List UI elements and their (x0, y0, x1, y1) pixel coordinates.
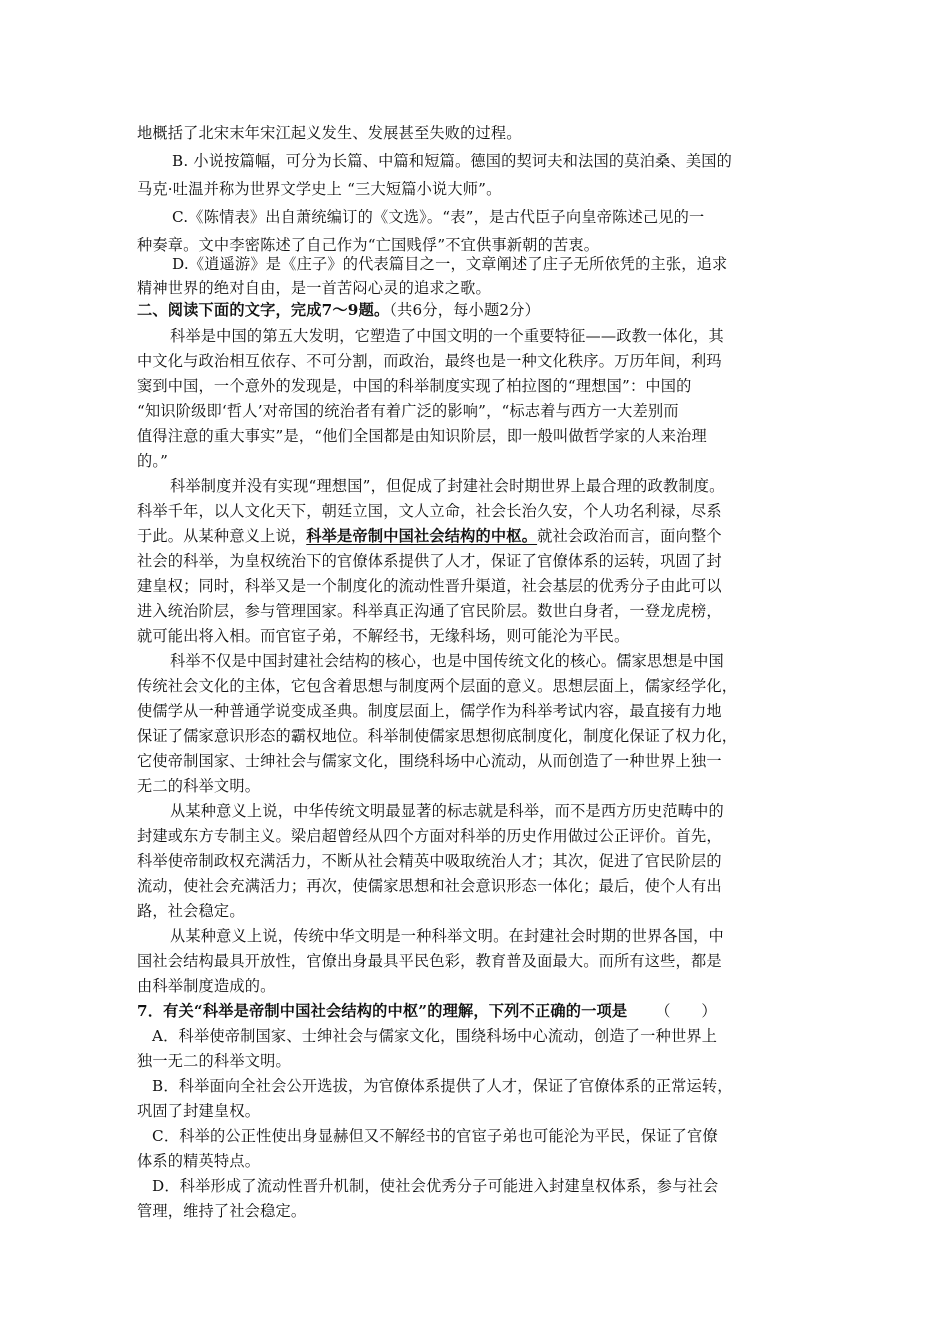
text-line: 从某种意义上说，传统中华文明是一种科举文明。在封建社会时期的世界各国，中 (170, 927, 724, 945)
text-line: 科举是中国的第五大发明，它塑造了中国文明的一个重要特征——政教一体化，其 (170, 327, 724, 345)
option-a-line: 独一无二的科举文明。 (137, 1052, 291, 1070)
text-line-with-key-phrase (137, 525, 722, 547)
text-line: 种奏章。文中李密陈述了自己作为“亡国贱俘”不宜供事新朝的苦衷。 (137, 236, 600, 254)
text-line: D.《逍遥游》是《庄子》的代表篇目之一，文章阐述了庄子无所依凭的主张，追求 (172, 255, 728, 273)
text-line: 科举制度并没有实现“理想国”，但促成了封建社会时期世界上最合理的政教制度。 (170, 477, 725, 495)
text-line: 窦到中国，一个意外的发现是，中国的科举制度实现了柏拉图的“理想国”：中国的 (137, 377, 692, 395)
text-line: 就可能出将入相。而官宦子弟，不解经书，无缘科场，则可能沦为平民。 (137, 627, 630, 645)
question-line (137, 1000, 717, 1022)
text-line: 值得注意的重大事实”是，“他们全国都是由知识阶层，即一般叫做哲学家的人来治理 (137, 427, 707, 445)
text-line: B. 小说按篇幅，可分为长篇、中篇和短篇。德国的契诃夫和法国的莫泊桑、美国的 (172, 152, 732, 170)
text-line: 中文化与政治相互依存、不可分割，而政治，最终也是一种文化秩序。万历年间，利玛 (137, 352, 722, 370)
option-d-line: D．科举形成了流动性晋升机制，使社会优秀分子可能进入封建皇权体系，参与社会 (152, 1177, 719, 1195)
option-b-line: 巩固了封建皇权。 (137, 1102, 261, 1120)
text-segment: 于此。从某种意义上说， (137, 527, 307, 545)
text-line: 保证了儒家意识形态的霸权地位。科举制使儒家思想彻底制度化，制度化保证了权力化， (137, 727, 738, 745)
question-stem: 7．有关“科举是帝制中国社会结构的中枢”的理解，下列不正确的一项是 (137, 1002, 628, 1020)
text-line: 它使帝制国家、士绅社会与儒家文化，围绕科场中心流动，从而创造了一种世界上独一 (137, 752, 722, 770)
option-c-line: C．科举的公正性使出身显赫但又不解经书的官宦子弟也可能沦为平民，保证了官僚 (152, 1127, 718, 1145)
text-line: 建皇权；同时，科举又是一个制度化的流动性晋升渠道，社会基层的优秀分子由此可以 (137, 577, 722, 595)
text-line: 社会的科举，为皇权统治下的官僚体系提供了人才，保证了官僚体系的运转，巩固了封 (137, 552, 722, 570)
text-line: “知识阶级即‘哲人’对帝国的统治者有着广泛的影响”，“标志着与西方一大差别而 (137, 402, 679, 420)
text-segment: 就社会政治而言，面向整个 (537, 527, 722, 545)
text-line: 科举使帝制政权充满活力，不断从社会精英中吸取统治人才；其次，促进了官民阶层的 (137, 852, 722, 870)
key-phrase-underlined: 科举是帝制中国社会结构的中枢。 (306, 527, 538, 545)
option-d-line: 管理，维持了社会稳定。 (137, 1202, 307, 1220)
text-line: 马克·吐温并称为世界文学史上 “三大短篇小说大师”。 (137, 180, 502, 198)
option-c-line: 体系的精英特点。 (137, 1152, 261, 1170)
text-line: 国社会结构最具开放性，官僚出身最具平民色彩，教育普及面最大。而所有这些，都是 (137, 952, 722, 970)
text-line: 科举千年，以人文化天下，朝廷立国，文人立命，社会长治久安，个人功名利禄，尽系 (137, 502, 722, 520)
text-line: 精神世界的绝对自由，是一首苦闷心灵的追求之歌。 (137, 279, 491, 297)
text-line: 由科举制度造成的。 (137, 977, 276, 995)
section-heading-line (137, 299, 540, 321)
text-line: 流动，使社会充满活力；再次，使儒家思想和社会意识形态一体化；最后，使个人有出 (137, 877, 722, 895)
section-heading: 二、阅读下面的文字，完成7～9题。 (137, 301, 390, 319)
text-line: 从某种意义上说，中华传统文明最显著的标志就是科举，而不是西方历史范畴中的 (170, 802, 724, 820)
text-line: 使儒学从一种普通学说变成圣典。制度层面上，儒学作为科举考试内容，最直接有力地 (137, 702, 722, 720)
text-line: 进入统治阶层，参与管理国家。科举真正沟通了官民阶层。数世白身者，一登龙虎榜， (137, 602, 722, 620)
section-points: （共6分，每小题2分） (389, 301, 540, 319)
text-line: 科举不仅是中国封建社会结构的核心，也是中国传统文化的核心。儒家思想是中国 (170, 652, 724, 670)
answer-parentheses: （ ） (655, 1002, 717, 1020)
text-line: 路，社会稳定。 (137, 902, 245, 920)
text-line: C.《陈情表》出自萧统编订的《文选》。“表”，是古代臣子向皇帝陈述己见的一 (172, 208, 705, 226)
option-a-line: A．科举使帝制国家、士绅社会与儒家文化，围绕科场中心流动，创造了一种世界上 (152, 1027, 718, 1045)
option-b-line: B．科举面向全社会公开选拔，为官僚体系提供了人才，保证了官僚体系的正常运转， (152, 1077, 733, 1095)
text-line: 封建或东方专制主义。梁启超曾经从四个方面对科举的历史作用做过公正评价。首先， (137, 827, 722, 845)
text-line: 地概括了北宋末年宋江起义发生、发展甚至失败的过程。 (137, 124, 522, 142)
text-line: 无二的科举文明。 (137, 777, 261, 795)
text-line: 传统社会文化的主体，它包含着思想与制度两个层面的意义。思想层面上，儒家经学化， (137, 677, 738, 695)
text-line: 的。” (137, 452, 169, 470)
